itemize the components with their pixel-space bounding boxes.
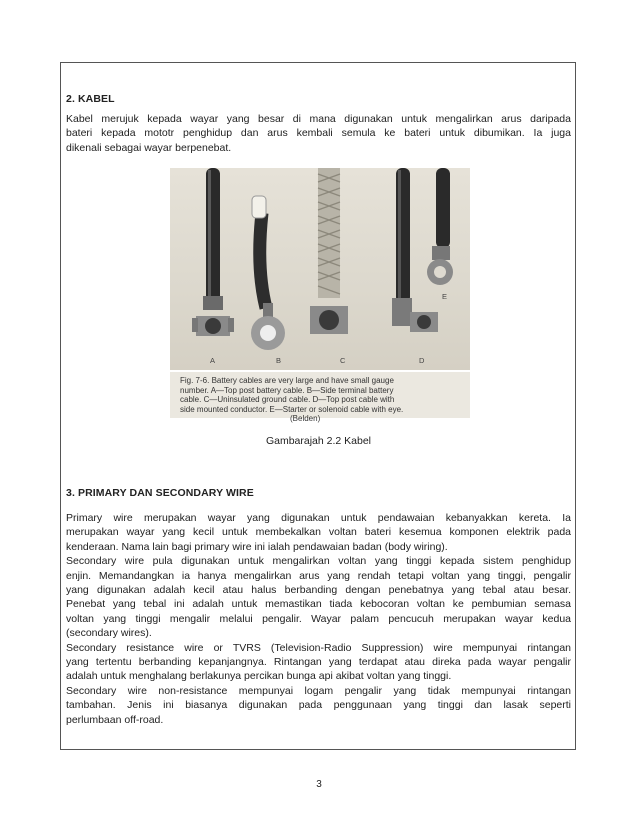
text-line: merupakan wayar yang kecil untuk membekalkan voltan bateri kesemua komponen elektrik pada xyxy=(66,526,571,539)
caption-line: Fig. 7-6. Battery cables are very large and have small gauge xyxy=(180,376,394,385)
text-line: enjin. Memandangkan ia hanya mengalirkan arus yang rendah tetapi voltan yang tinggi, pengalir xyxy=(66,569,571,582)
cable-photo xyxy=(170,168,470,370)
text-line: perlumbaan off-road. xyxy=(66,713,164,726)
text-line: tambahan. Jenis ini biasanya digunakan pada penggunaan yang tinggi dan lasak seperti xyxy=(66,699,571,712)
figure-caption xyxy=(170,372,470,423)
caption-line: number. A—Top post battery cable. B—Side terminal battery xyxy=(180,385,394,395)
text-line: Secondary resistance wire or TVRS (Television-Radio Suppression) wire mempunyai rintangan xyxy=(66,641,571,654)
text-line: bateri kepada mototr penghidup dan arus kembali semula ke bateri untuk dibumikan. Ia juga xyxy=(66,127,571,140)
paragraph-kabel xyxy=(66,112,571,155)
figure-label-c: C xyxy=(340,356,346,365)
text-line: Secondary wire non-resistance mempunyai logam pengalir yang tidak mempunyai rintangan xyxy=(66,684,571,697)
figure-label-b: B xyxy=(276,356,282,365)
caption-line: side mounted conductor. E—Starter or solenoid cable with eye. xyxy=(180,404,404,414)
text-line: voltan yang tinggi mengalir melalui pengalir. Wayar palam pencucuh merupakan wayar kedua xyxy=(66,612,571,625)
paragraph-wires xyxy=(66,511,571,727)
text-line: yang digunakan adalah kecil atau halus berbanding dengan penebatnya yang tebal atau besar. xyxy=(66,584,571,597)
text-line: Kabel merujuk kepada wayar yang besar di mana digunakan untuk mengalirkan arus daripada xyxy=(66,113,571,125)
text-line: (secondary wires). xyxy=(66,627,152,640)
text-line: Primary wire merupakan wayar yang digunakan untuk pendawaian kebanyakkan kereta. Ia xyxy=(66,512,571,524)
section-heading-wires: 3. PRIMARY DAN SECONDARY WIRE xyxy=(66,487,254,499)
caption-line: cable. C—Uninsulated ground cable. D—Top post cable with xyxy=(180,395,395,404)
text-line: kenderaan. Nama lain bagi primary wire ini ialah pendawaian badan (body wiring). xyxy=(66,540,448,553)
cable-figure xyxy=(170,168,470,423)
figure-title: Gambarajah 2.2 Kabel xyxy=(265,435,372,447)
page-number: 3 xyxy=(316,779,322,790)
battery-cables-image xyxy=(170,168,470,370)
section-heading-kabel: 2. KABEL xyxy=(66,93,115,105)
text-line: adalah untuk menghalang berlakunya percikan bunga api akibat voltan yang tinggi. xyxy=(66,670,452,683)
text-line: Penebat yang tebal ini adalah untuk memastikan tiada kebocoran voltan ke pembumian semasa xyxy=(66,598,571,611)
figure-label-e: E xyxy=(442,292,448,301)
text-line: Secondary wire pula digunakan untuk mengalirkan voltan yang tinggi kepada sistem penghidup xyxy=(66,555,571,568)
figure-label-d: D xyxy=(419,356,425,365)
figure-label-a: A xyxy=(210,356,216,365)
text-line: dikenali sebagai wayar berpenebat. xyxy=(66,141,232,154)
text-line: yang tertentu berbanding kepanjangnya. Rintangan yang terdapat atau direka pada wayar pengalir xyxy=(66,656,571,669)
caption-line: (Belden) xyxy=(290,414,321,423)
